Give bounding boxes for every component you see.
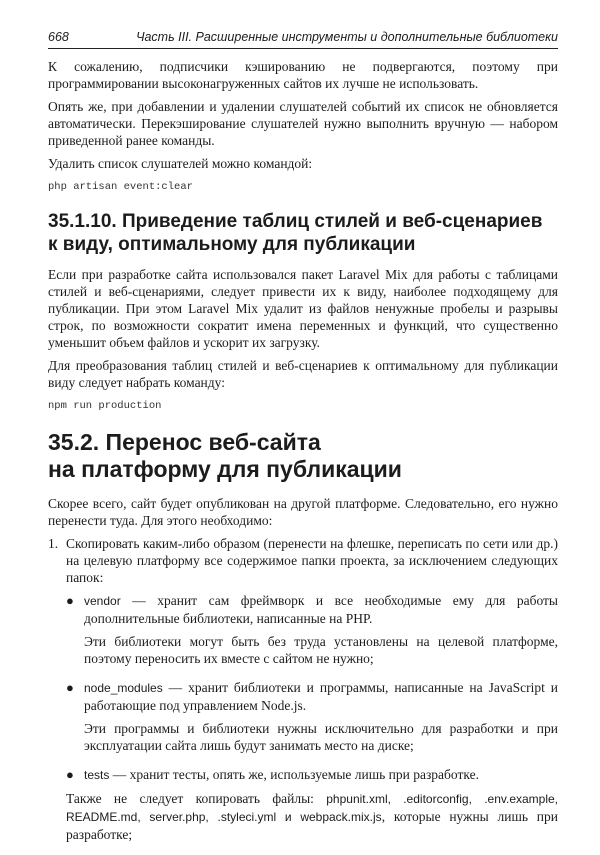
bullet-extra: Эти программы и библиотеки нужны исключительно для разработки и при эксплуатации сайта лишь будут занимать место на диске; [84, 721, 558, 753]
bullet-extra: Эти библиотеки могут быть без труда установлены на целевой платформе, поэтому переносить их вместе с сайтом не нужно; [84, 634, 558, 666]
bullet-description: — хранит тесты, опять же, используемые лишь при разработке. [109, 767, 479, 782]
page-content [48, 58, 558, 855]
bullet-body [84, 592, 558, 673]
section-heading-35-2 [48, 429, 558, 483]
files-exclusion-text [66, 790, 558, 843]
list-item-body [66, 535, 558, 849]
files-prefix: Также не следует копировать файлы: [66, 791, 327, 806]
section-heading-35-1-10-line2: к виду, оптимальному для публикации [48, 234, 416, 255]
files-suffix: , которые нужны лишь при разработке; [66, 809, 558, 842]
page-number: 668 [48, 30, 69, 44]
intro-paragraph-1: К сожалению, подписчики кэшированию не подвергаются, поэтому при программировании высоконагруженных сайтов их лучше не использовать. [48, 59, 558, 91]
section-35-2-paragraph-1: Скорее всего, сайт будет опубликован на другой платформе. Следовательно, его нужно перенести туда. Для этого необходимо: [48, 496, 558, 528]
list-item-text: Скопировать каким-либо образом (перенести на флешке, переписать по сети или др.) на целевую платформу все содержимое папки проекта, за исключением следующих папок: [66, 536, 558, 585]
numbered-list-item [48, 535, 558, 849]
files-list: phpunit.xml, .editorconfig, .env.example, README.md, server.php, .styleci.yml и webpack.mix.js [66, 792, 559, 824]
running-title: Часть III. Расширенные инструменты и дополнительные библиотеки [136, 30, 558, 44]
section-35-1-10-paragraph-2: Для преобразования таблиц стилей и веб-сценариев к оптимальному для публикации виду следует набрать команду: [48, 358, 558, 390]
section-heading-35-2-line1: 35.2. Перенос веб-сайта [48, 429, 321, 455]
bullet-text [84, 766, 558, 784]
folder-name: vendor [84, 594, 121, 608]
bullet-text [84, 592, 558, 627]
bullet-description: — хранит сам фреймворк и все необходимые ему для работы дополнительные библиотеки, написанные на PHP. [84, 593, 558, 626]
bullet-description: — хранит библиотеки и программы, написанные на JavaScript и работающие под управлением Node.js. [84, 680, 558, 713]
bullet-icon: ● [66, 767, 74, 782]
bullet-body [84, 679, 558, 760]
section-heading-35-1-10 [48, 210, 558, 256]
bullet-text [84, 679, 558, 714]
code-npm-production: npm run production [48, 400, 162, 412]
intro-paragraph-3: Удалить список слушателей можно командой: [48, 156, 313, 171]
list-item-number: 1. [48, 536, 59, 551]
section-heading-35-1-10-line1: 35.1.10. Приведение таблиц стилей и веб-сценариев [48, 211, 543, 232]
code-event-clear: php artisan event:clear [48, 181, 193, 193]
folder-name: tests [84, 768, 110, 782]
section-heading-35-2-line2: на платформу для публикации [48, 456, 402, 482]
bullet-body [84, 766, 558, 790]
bullet-icon: ● [66, 680, 74, 695]
folder-name: node_modules [84, 681, 163, 695]
bullet-item-node-modules [66, 679, 558, 760]
running-header [48, 30, 558, 49]
section-35-1-10-paragraph-1: Если при разработке сайта использовался пакет Laravel Mix для работы с таблицами стилей и веб-сценариями, следует привести их к виду, наиболее подходящему для публикации. При этом Laravel Mix удалит из файлов ненужные пробелы и разрывы строк, по возможности сократит имена переменных и функций, что существенно уменьшит объем файлов и ускорит их загрузку. [48, 267, 558, 350]
bullet-item-vendor [66, 592, 558, 673]
bullet-icon: ● [66, 593, 74, 608]
intro-paragraph-2: Опять же, при добавлении и удалении слушателей событий их список не обновляется автоматически. Перекэширование слушателей нужно выполнить вручную — набором приведенной ранее команды. [48, 99, 558, 148]
bullet-item-tests [66, 766, 558, 790]
